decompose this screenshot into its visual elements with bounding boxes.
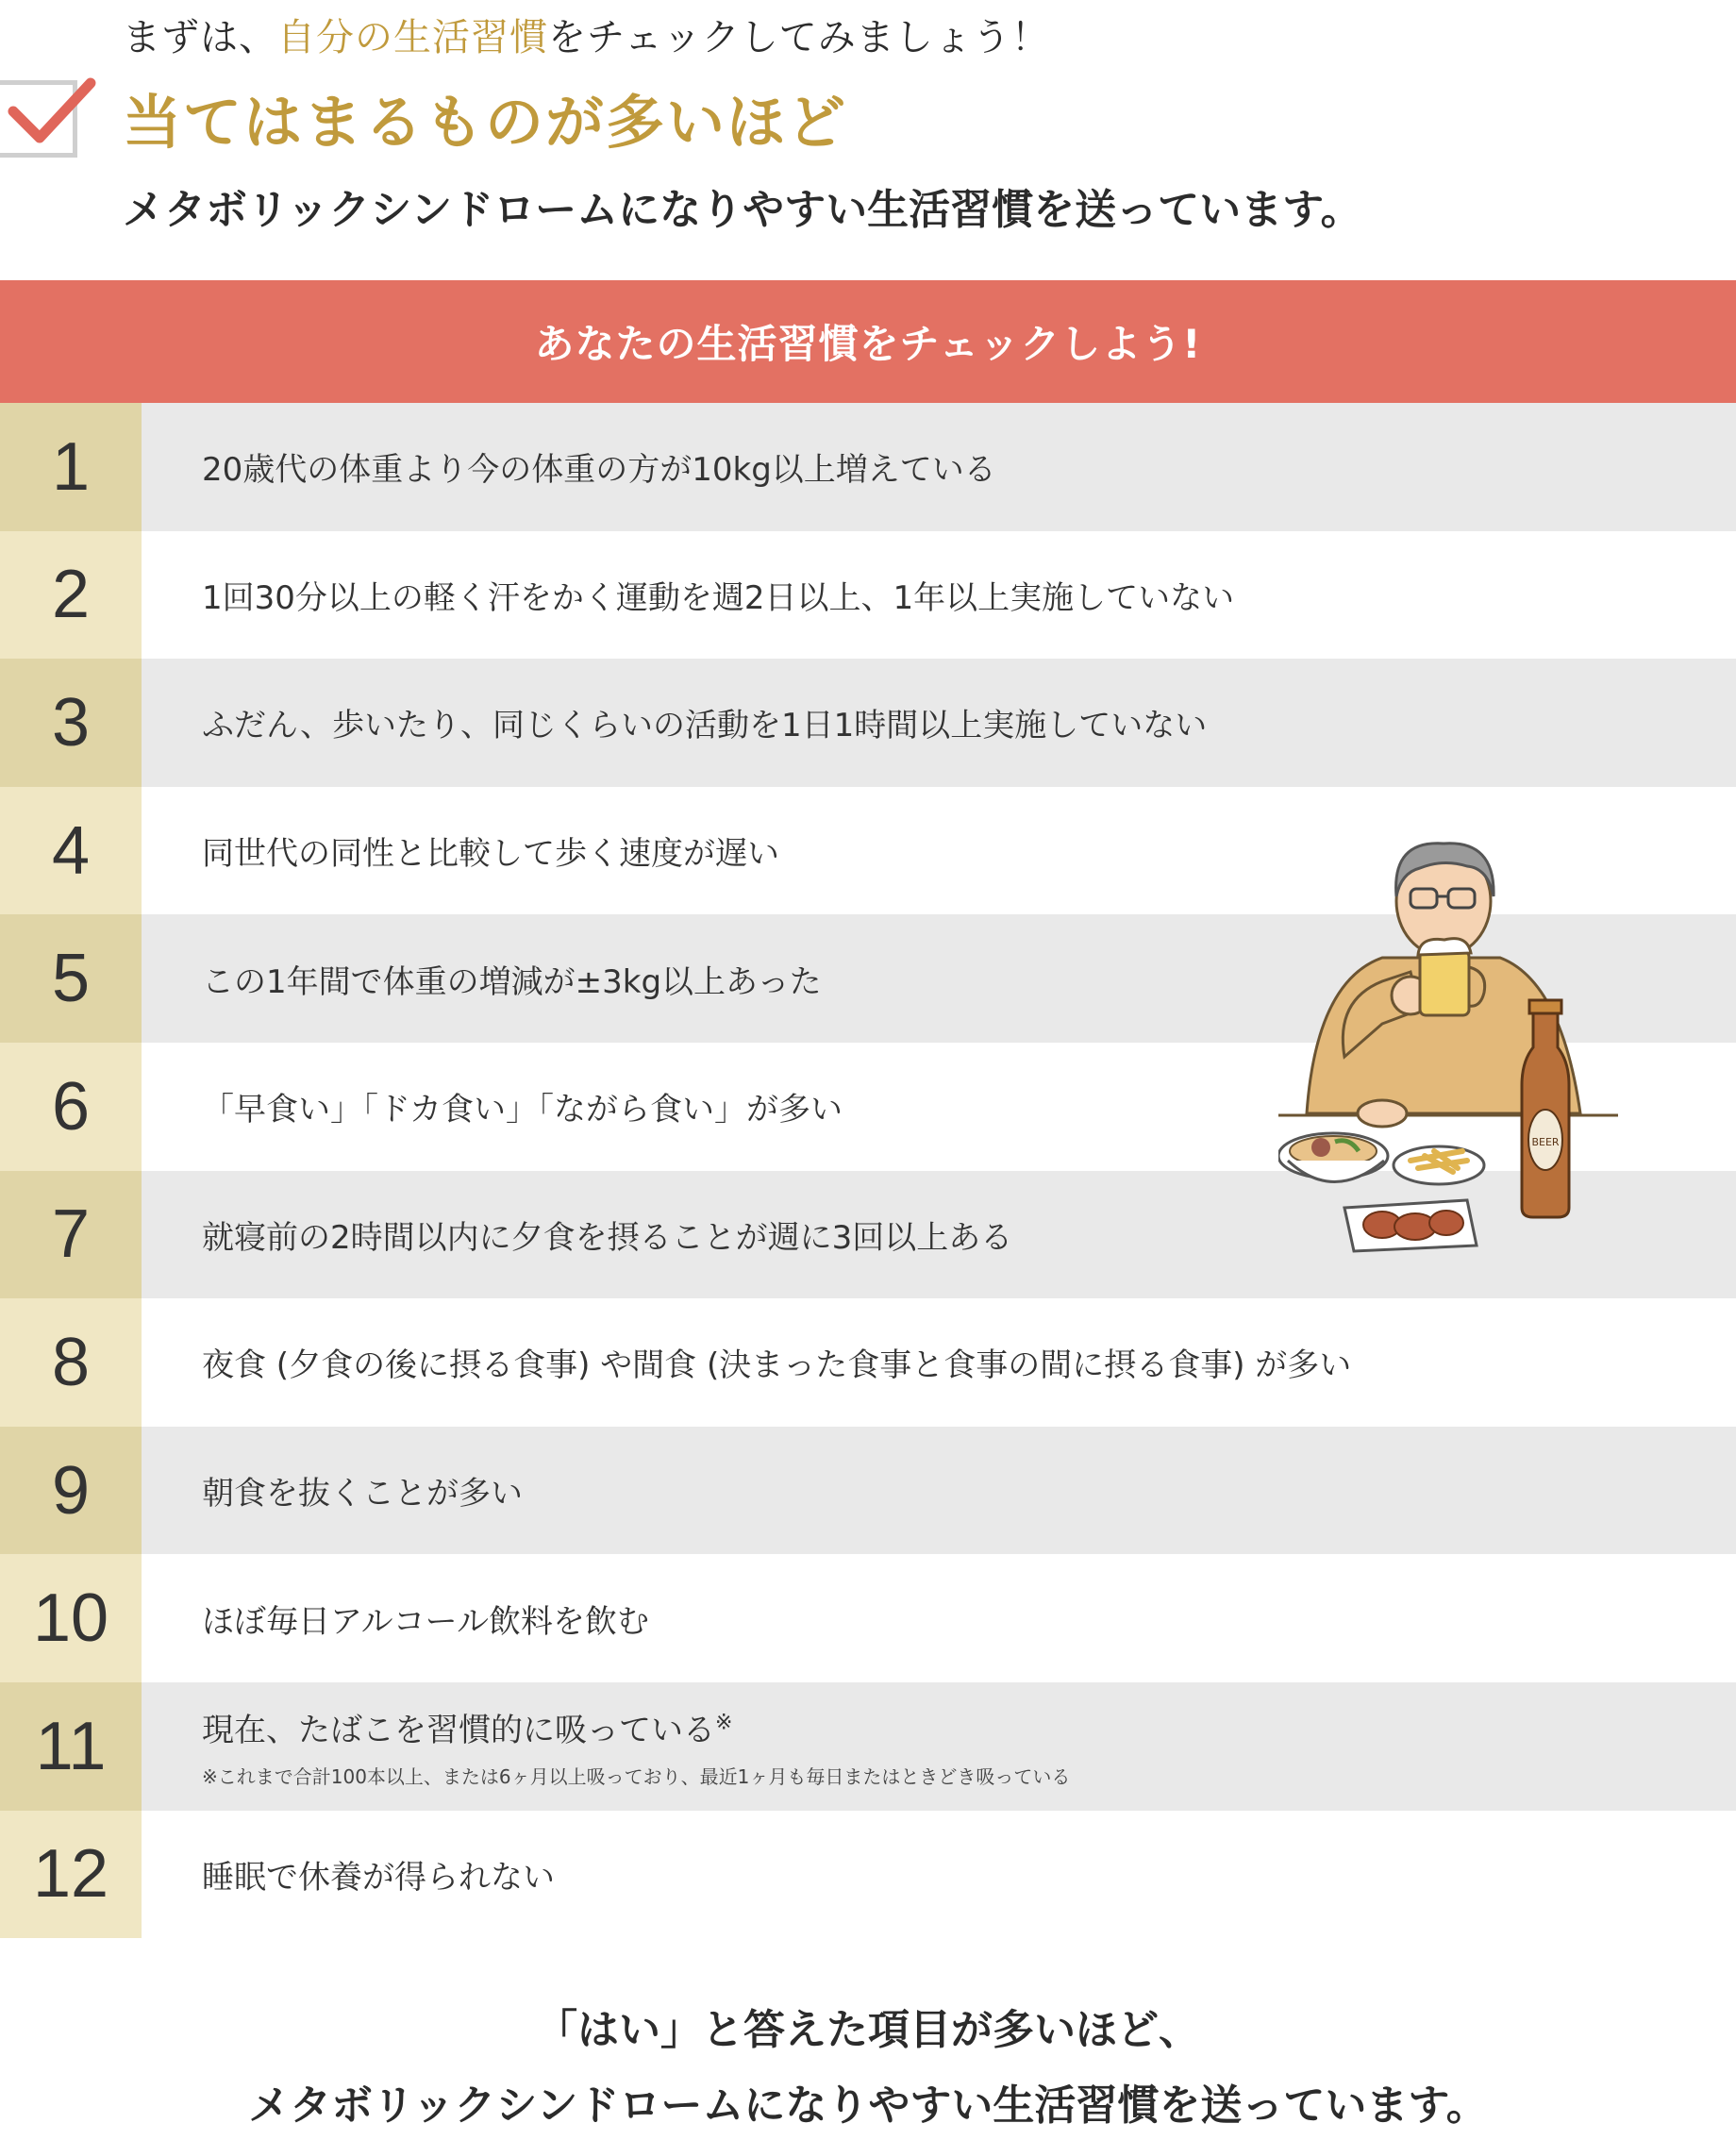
checkmark-icon: [6, 74, 96, 149]
checklist-row: [0, 1554, 1736, 1682]
row-text: 睡眠で休養が得られない: [202, 1858, 555, 1897]
row-number: 4: [0, 787, 142, 915]
table-header: あなたの生活習慣をチェックしよう!: [0, 280, 1736, 403]
row-text: 朝食を抜くことが多い: [202, 1475, 523, 1513]
row-number: 7: [0, 1171, 142, 1299]
footnote-mark: ※: [715, 1711, 733, 1735]
checklist-row: [0, 1811, 1736, 1939]
intro-after: をチェックしてみましょう！: [548, 16, 1050, 59]
intro-highlight: 自分の生活習慣: [277, 16, 548, 59]
row-text: この1年間で体重の増減が±3kg以上あった: [202, 962, 822, 1001]
subhead: メタボリックシンドロームになりやすい生活習慣を送っています。: [123, 186, 1362, 234]
row-number: 10: [0, 1554, 142, 1682]
checklist-row: [0, 531, 1736, 660]
man-drinking-beer-illustration: [1278, 830, 1618, 1264]
row-number: 9: [0, 1427, 142, 1555]
row-text: ふだん、歩いたり、同じくらいの活動を1日1時間以上実施していない: [202, 707, 1208, 745]
footer-line-1: 「はい」と答えた項目が多いほど、: [536, 2006, 1200, 2054]
row-number: 1: [0, 403, 142, 531]
row-text: 同世代の同性と比較して歩く速度が遅い: [202, 835, 779, 874]
intro-before: まずは、: [123, 16, 277, 59]
checklist-row: [0, 1682, 1736, 1811]
row-text: 就寝前の2時間以内に夕食を摂ることが週に3回以上ある: [202, 1218, 1013, 1257]
row-text: 現在、たばこを習慣的に吸っている: [202, 1711, 715, 1749]
row-text: 「早食い」「ドカ食い」「ながら食い」が多い: [202, 1091, 843, 1129]
checkbox-icon: [0, 80, 77, 158]
checklist-row: [0, 1298, 1736, 1427]
row-number: 2: [0, 531, 142, 660]
row-number: 8: [0, 1298, 142, 1427]
row-text: 夜食 (夕食の後に摂る食事) や間食 (決まった食事と食事の間に摂る食事) が多い: [202, 1346, 1352, 1385]
row-number: 3: [0, 659, 142, 787]
row-number: 5: [0, 914, 142, 1043]
row-number: 6: [0, 1043, 142, 1171]
row-footnote: ※これまで合計100本以上、または6ヶ月以上吸っており、最近1ヶ月も毎日またはときどき吸っている: [202, 1764, 1071, 1788]
beer-label: BEER: [1531, 1136, 1560, 1148]
headline: 当てはまるものが多いほど: [123, 88, 848, 157]
row-number: 11: [0, 1682, 142, 1811]
row-text: ほぼ毎日アルコール飲料を飲む: [202, 1602, 649, 1641]
row-text-line: [202, 1704, 1736, 1750]
checklist-row: [0, 1427, 1736, 1555]
row-number: 12: [0, 1811, 142, 1939]
footer-line-2: メタボリックシンドロームになりやすい生活習慣を送っています。: [248, 2081, 1488, 2130]
checklist-row: [0, 403, 1736, 531]
row-text: 1回30分以上の軽く汗をかく運動を週2日以上、1年以上実施していない: [202, 578, 1235, 617]
row-text: 20歳代の体重より今の体重の方が10kg以上増えている: [202, 451, 996, 490]
checklist-row: [0, 659, 1736, 787]
intro-text: [123, 8, 1050, 61]
